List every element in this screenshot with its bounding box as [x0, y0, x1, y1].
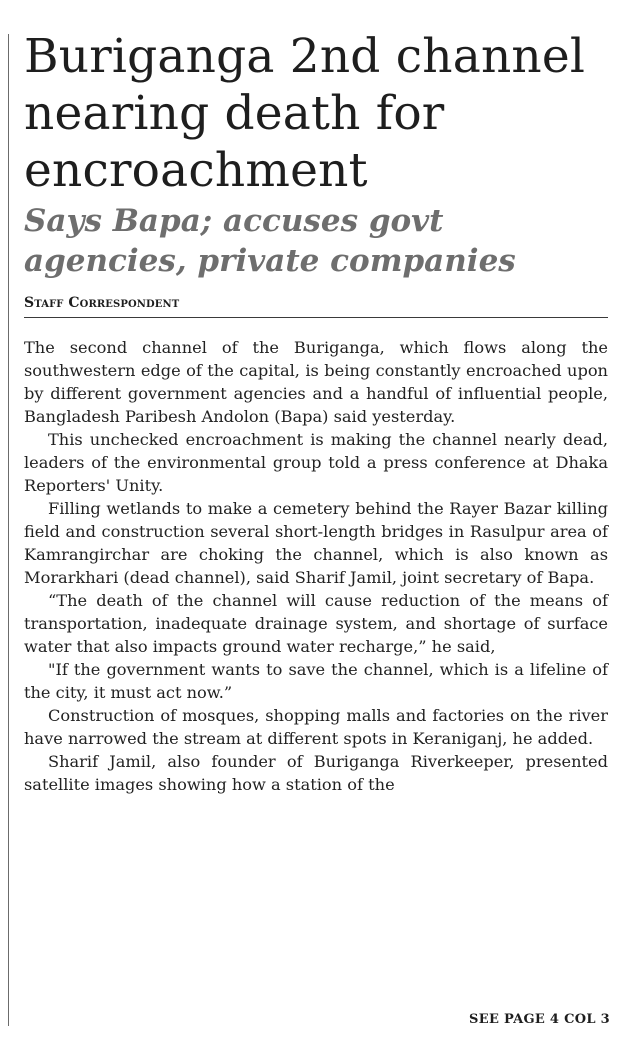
subheadline: Says Bapa; accuses govt agencies, private companies	[24, 203, 516, 279]
news-article	[24, 28, 612, 796]
paragraph: The second channel of the Buriganga, which flows along the southwestern edge of the capital, is being constantly encroached upon by different government agencies and a handful of influential people, Bangladesh Paribesh Andolon (Bapa) said yesterday.	[24, 338, 608, 426]
paragraph: Construction of mosques, shopping malls and factories on the river have narrowed the stream at different spots in Keraniganj, he added.	[24, 706, 608, 748]
continuation-jump-line: SEE PAGE 4 COL 3	[469, 1012, 610, 1027]
paragraph: "If the government wants to save the channel, which is a lifeline of the city, it must act now.”	[24, 660, 608, 702]
paragraph: This unchecked encroachment is making the channel nearly dead, leaders of the environmental group told a press conference at Dhaka Reporters' Unity.	[24, 430, 608, 495]
paragraph: Filling wetlands to make a cemetery behind the Rayer Bazar killing field and construction several short-length bridges in Rasulpur area of Kamrangirchar are choking the channel, which is also known as Morarkhari (dead channel), said Sharif Jamil, joint secretary of Bapa.	[24, 499, 608, 587]
byline: Staff Correspondent	[24, 295, 180, 311]
paragraph: “The death of the channel will cause reduction of the means of transportation, inadequate drainage system, and shortage of surface water that also impacts ground water recharge,” he said,	[24, 591, 608, 656]
paragraph: Sharif Jamil, also founder of Buriganga Riverkeeper, presented satellite images showing how a station of the	[24, 752, 608, 794]
column-rule	[8, 34, 9, 1026]
headline: Buriganga 2nd channel nearing death for encroachment	[24, 29, 586, 198]
article-body	[24, 336, 608, 796]
byline-divider	[24, 317, 608, 318]
